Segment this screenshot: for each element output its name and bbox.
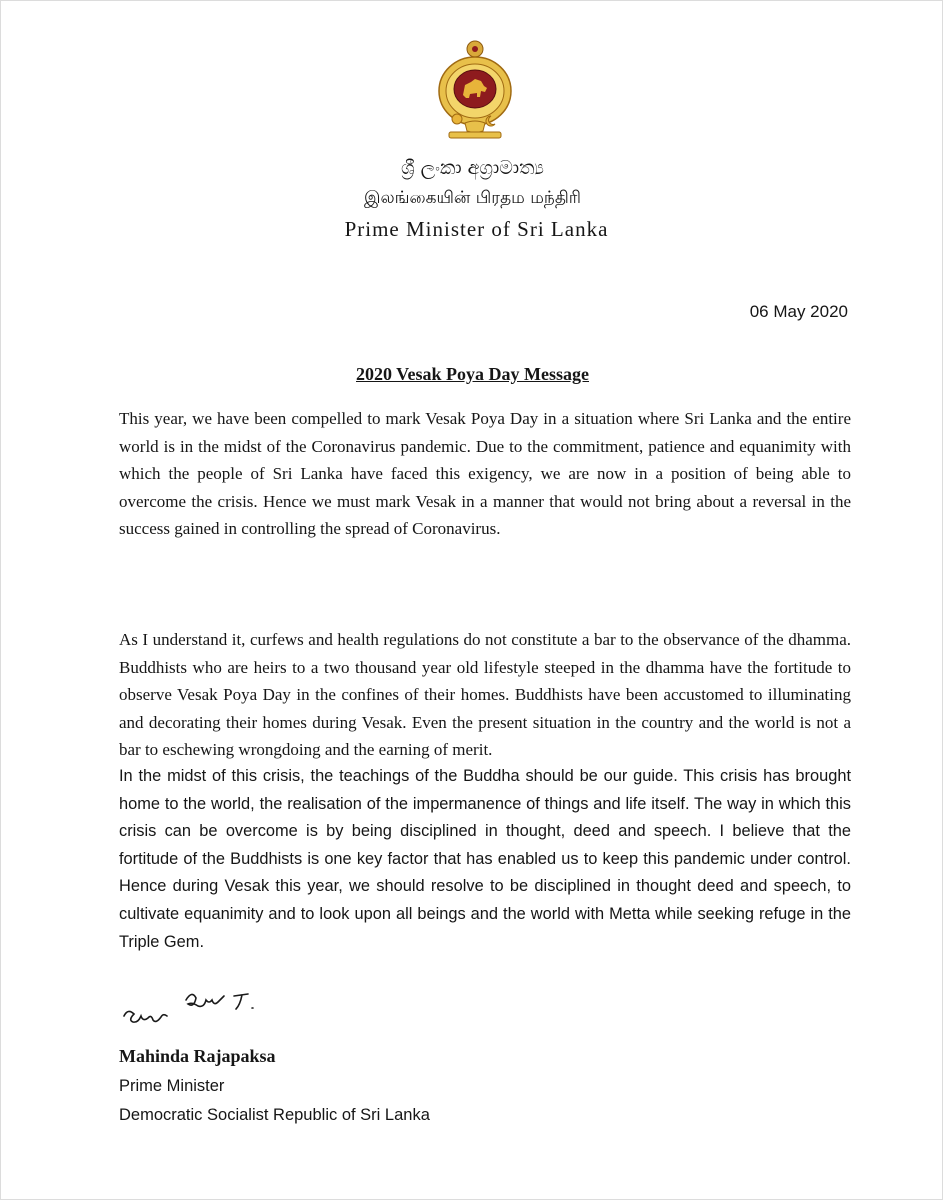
signer-organization: Democratic Socialist Republic of Sri Lanka (119, 1106, 430, 1124)
message-paragraph-1: This year, we have been compelled to mark Vesak Poya Day in a situation where Sri Lanka and the entire world is in the midst of the Coronavirus pandemic. Due to the commitment, patience and equanimity with which the people of Sri Lanka have faced this exigency, we are now in a position of being able to overcome the crisis. Hence we must mark Vesak in a manner that would not bring about a reversal in the success gained in controlling the spread of Coronavirus. (119, 409, 851, 538)
message-paragraph-3: In the midst of this crisis, the teachings of the Buddha should be our guide. This crisis has brought home to the world, the realisation of the impermanence of things and life itself. The way in which this crisis can be overcome is by being disciplined in thought, deed and speech. I believe that the fortitude of the Buddhists is one key factor that has enabled us to keep this pandemic under control. Hence during Vesak this year, we should resolve to be disciplined in thought deed and speech, to cultivate equanimity and to look upon all beings and the world with Metta while seeking refuge in the Triple Gem. (119, 767, 851, 951)
letter-date: 06 May 2020 (749, 302, 848, 321)
letterhead-sinhala: ශ්‍රී ලංකා අග්‍රාමාත්‍ය (401, 157, 544, 179)
signer-title: Prime Minister (119, 1077, 225, 1095)
message-title: 2020 Vesak Poya Day Message (356, 364, 589, 384)
signer-name: Mahinda Rajapaksa (119, 1046, 276, 1066)
sri-lanka-emblem-icon (435, 39, 515, 141)
message-paragraph-2: As I understand it, curfews and health regulations do not constitute a bar to the observance of the dhamma. Buddhists who are heirs to a two thousand year old lifestyle steeped in the dhamma have the fortitude to observe Vesak Poya Day in the confines of their homes. Buddhists have been accustomed to illuminating and decorating their homes during Vesak. Even the present situation in the country and the world is not a bar to eschewing wrongdoing and the earning of merit. (119, 630, 851, 759)
letterhead-tamil: இலங்கையின் பிரதம மந்திரி (363, 188, 582, 208)
letterhead-english: Prime Minister of Sri Lanka (344, 217, 609, 241)
handwritten-signature-icon (116, 986, 276, 1031)
